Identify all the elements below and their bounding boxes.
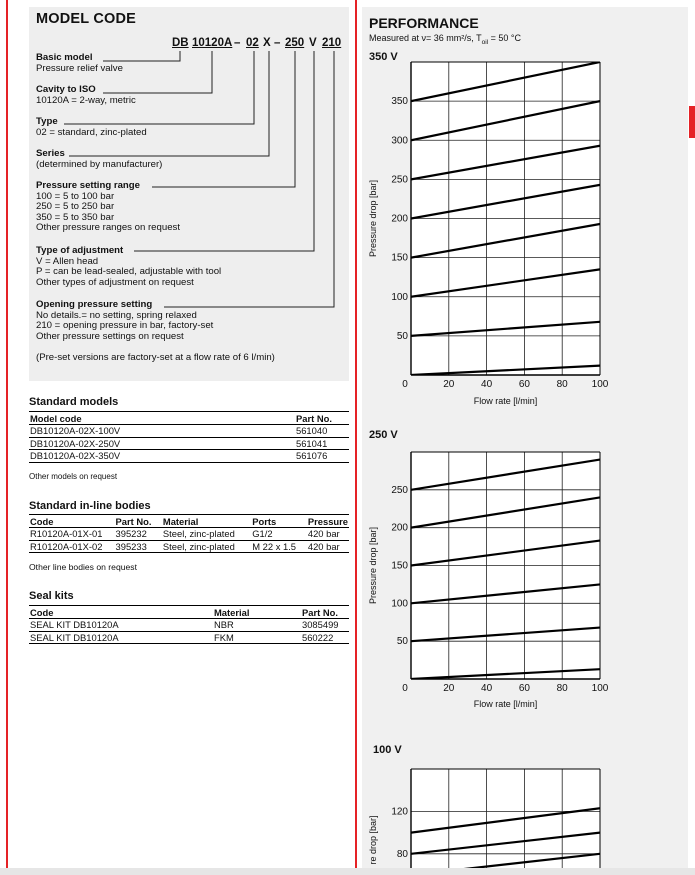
y-tick-label: 200 (391, 522, 408, 534)
code-adjust: V (309, 37, 317, 49)
table-row: DB10120A-02X-100V 561040 (29, 425, 349, 438)
y-tick-label: 200 (391, 213, 408, 225)
y-tick-label: 50 (396, 636, 408, 648)
table-row: R10120A-01X-01 395232 Steel, zinc-plated G1/2 420 bar (29, 528, 349, 541)
seal-kits-title: Seal kits (29, 590, 74, 602)
table-header: Code Part No. Material Ports Pressure (30, 515, 348, 527)
model-code-title: MODEL CODE (36, 11, 137, 27)
chart-2 (368, 769, 600, 875)
y-tick-label: 250 (391, 484, 408, 496)
table-row: SEAL KIT DB10120A FKM 560222 (29, 631, 349, 644)
y-tick-label: 250 (391, 174, 408, 186)
performance-conditions: Measured at ν= 36 mm²/s, $T_{oil} = 50$ °C (369, 33, 522, 46)
y-axis-label: Pressure drop [bar] (368, 526, 378, 605)
y-tick-label: 300 (391, 135, 408, 147)
code-dash-2: – (274, 37, 281, 49)
x-tick-label: 60 (518, 379, 530, 390)
code-series: X (263, 37, 271, 49)
x-tick-label: 40 (481, 683, 493, 694)
chart-title-100v: 100 V (373, 744, 402, 756)
code-dash-1: – (234, 37, 241, 49)
x-tick-label: 100 (591, 379, 609, 390)
table-row: DB10120A-02X-350V 561076 (29, 450, 349, 463)
x-tick-label: 20 (443, 379, 455, 390)
block-type: Type 02 = standard, zinc-plated (36, 116, 147, 138)
x-tick-label: 60 (518, 683, 530, 694)
block-cavity: Cavity to ISO 10120A = 2-way, metric (36, 84, 136, 106)
block-basic-model: Basic model Pressure relief valve (36, 52, 123, 74)
chart-title-350v: 350 V (369, 51, 398, 63)
code-type: 02 (246, 37, 259, 49)
standard-models-note: Other models on request (29, 472, 118, 481)
y-tick-label: 100 (391, 291, 408, 303)
y-tick-label: 150 (391, 252, 408, 264)
block-opening-pressure: Opening pressure setting No details.= no setting, spring relaxed 210 = opening pressure in bar, factory-set Other pressure settings on request (36, 299, 214, 342)
y-tick-label: 80 (396, 848, 408, 860)
plot-area (411, 769, 600, 875)
code-cavity: 10120A (192, 37, 233, 49)
viewer-bottom-strip (0, 868, 695, 875)
y-tick-label: 100 (391, 598, 408, 610)
chart-1 (368, 452, 609, 709)
y-tick-label: 150 (391, 560, 408, 572)
preset-note: (Pre-set versions are factory-set at a flow rate of 6 l/min) (36, 352, 275, 363)
performance-title: PERFORMANCE (369, 15, 479, 31)
standard-models-title: Standard models (29, 396, 119, 408)
x-tick-label: 0 (402, 683, 408, 694)
x-tick-label: 40 (481, 379, 493, 390)
inline-bodies-note: Other line bodies on request (29, 562, 137, 572)
x-tick-label: 100 (591, 683, 609, 694)
x-tick-label: 0 (402, 379, 408, 390)
x-tick-label: 80 (556, 379, 568, 390)
y-tick-label: 50 (396, 330, 408, 342)
code-range: 250 (285, 37, 305, 49)
x-tick-label: 80 (556, 683, 568, 694)
x-axis-label: Flow rate [l/min] (473, 699, 538, 709)
table-row: DB10120A-02X-250V 561041 (29, 437, 349, 450)
y-axis-label: Pressure drop [bar] (368, 179, 378, 258)
x-axis-label: Flow rate [l/min] (473, 396, 538, 406)
table-header: Code Material Part No. (29, 606, 349, 619)
y-axis-label: re drop [bar] (368, 815, 378, 865)
block-adjustment: Type of adjustment V = Allen head P = can be lead-sealed, adjustable with tool Other types of adjustment on request (36, 245, 222, 288)
code-opening: 210 (322, 37, 342, 49)
table-header: Model code Part No. (29, 412, 349, 425)
inline-bodies-title: Standard in-line bodies (29, 500, 151, 512)
table-row: R10120A-01X-02 395233 Steel, zinc-plated M 22 x 1.5 420 bar (29, 540, 349, 553)
chart-0 (368, 62, 609, 406)
y-tick-label: 120 (391, 806, 408, 818)
block-pressure-range: Pressure setting range 100 = 5 to 100 bar 250 = 5 to 250 bar 350 = 5 to 350 bar Other pressure ranges on request (36, 180, 180, 233)
x-tick-label: 20 (443, 683, 455, 694)
chart-title-250v: 250 V (369, 429, 398, 441)
block-series: Series (determined by manufacturer) (36, 148, 163, 170)
table-row: SEAL KIT DB10120A NBR 3085499 (29, 619, 349, 632)
code-db: DB (172, 37, 189, 49)
y-tick-label: 350 (391, 96, 408, 108)
